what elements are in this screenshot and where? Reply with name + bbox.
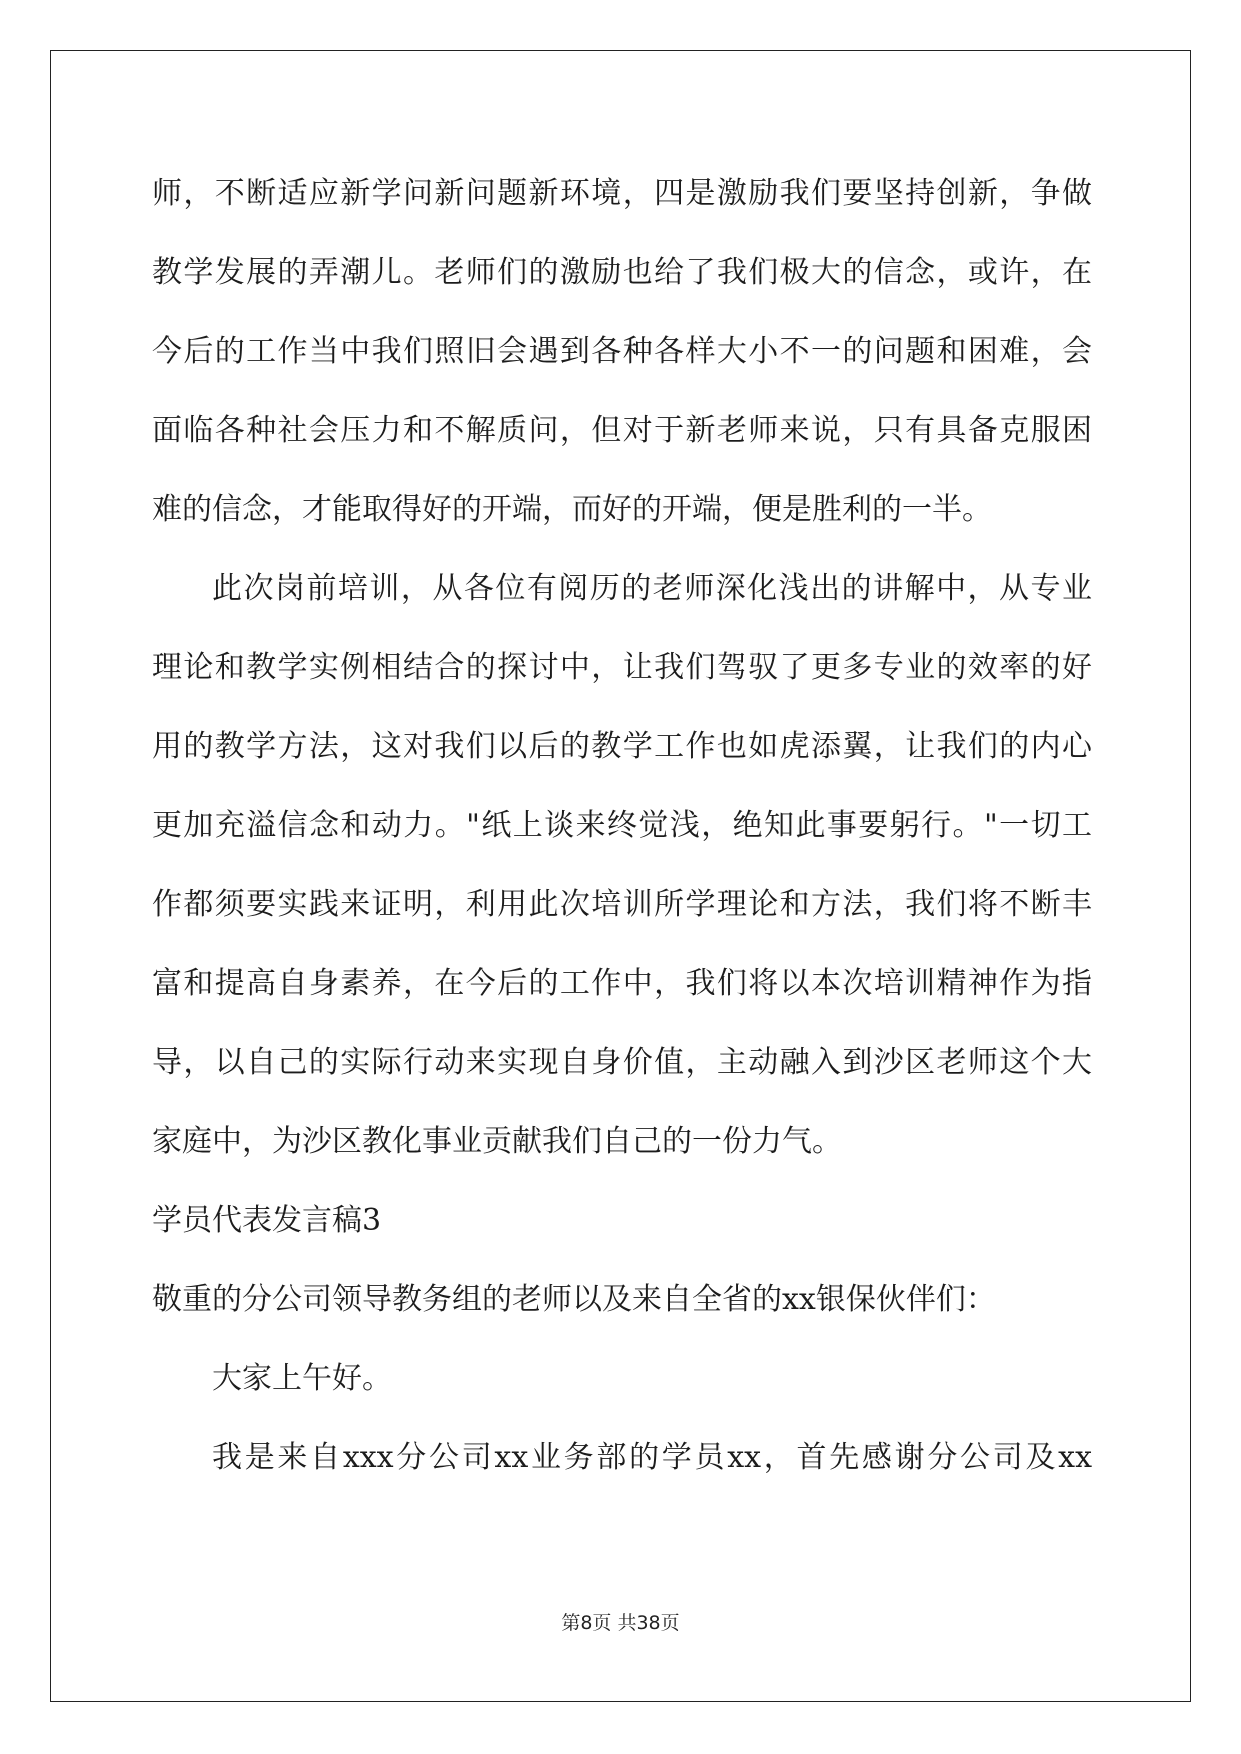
text-line: 更加充溢信念和动力。"纸上谈来终觉浅，绝知此事要躬行。"一切工	[152, 808, 1092, 843]
salutation-line: 敬重的分公司领导教务组的老师以及来自全省的xx银保伙伴们：	[152, 1282, 996, 1317]
text-line: 师，不断适应新学问新问题新环境，四是激励我们要坚持创新，争做	[152, 176, 1092, 211]
section-heading: 学员代表发言稿3	[152, 1203, 382, 1238]
text-line: 教学发展的弄潮儿。老师们的激励也给了我们极大的信念，或许，在	[152, 255, 1092, 290]
paragraph-start-line: 我是来自xxx分公司xx业务部的学员xx，首先感谢分公司及xx	[212, 1440, 1092, 1475]
text-line: 作都须要实践来证明，利用此次培训所学理论和方法，我们将不断丰	[152, 887, 1092, 922]
text-line: 用的教学方法，这对我们以后的教学工作也如虎添翼，让我们的内心	[152, 729, 1092, 764]
text-line: 导，以自己的实际行动来实现自身价值，主动融入到沙区老师这个大	[152, 1045, 1092, 1080]
text-line: 理论和教学实例相结合的探讨中，让我们驾驭了更多专业的效率的好	[152, 650, 1092, 685]
page-footer: 第8页 共38页	[561, 1612, 680, 1634]
text-line: 今后的工作当中我们照旧会遇到各种各样大小不一的问题和困难，会	[152, 334, 1092, 369]
text-line: 家庭中，为沙区教化事业贡献我们自己的一份力气。	[152, 1124, 842, 1159]
text-line: 面临各种社会压力和不解质问，但对于新老师来说，只有具备克服困	[152, 413, 1092, 448]
text-line: 富和提高自身素养，在今后的工作中，我们将以本次培训精神作为指	[152, 966, 1092, 1001]
paragraph-start-line: 此次岗前培训，从各位有阅历的老师深化浅出的讲解中，从专业	[212, 571, 1092, 606]
text-line: 难的信念，才能取得好的开端，而好的开端，便是胜利的一半。	[152, 492, 992, 527]
document-body	[152, 154, 1092, 1497]
greeting-line: 大家上午好。	[212, 1361, 392, 1396]
